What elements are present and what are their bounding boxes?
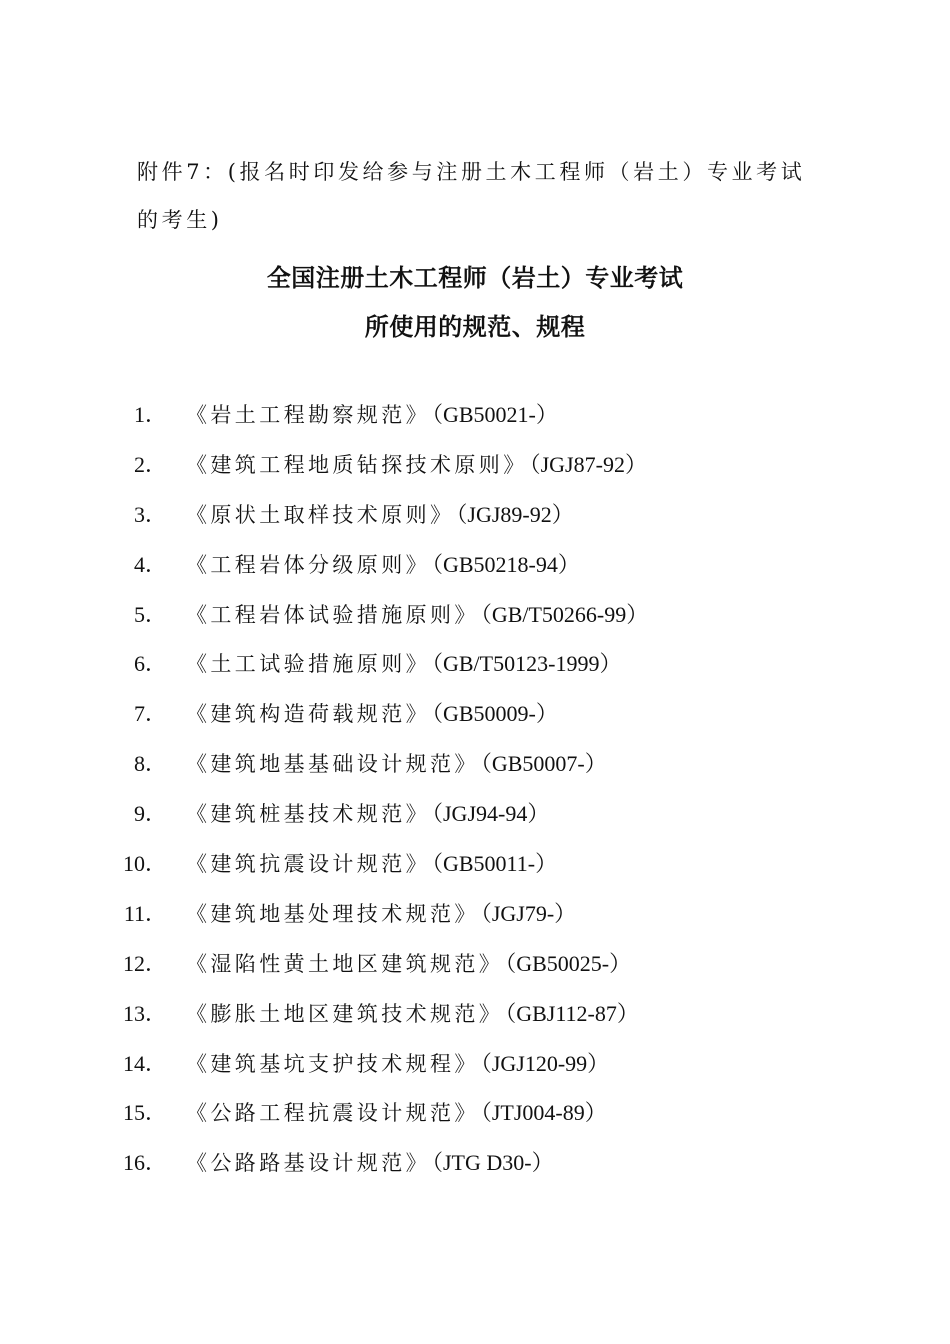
standard-name: 《公路工程抗震设计规范》: [186, 1101, 479, 1126]
standard-name: 《建筑地基处理技术规范》: [186, 901, 479, 926]
item-number: 9．: [133, 801, 167, 827]
standard-code: （GB50011-）: [432, 851, 558, 877]
item-number: 5．: [133, 601, 167, 627]
standard-title: [186, 547, 580, 583]
standard-name: 《膨胀土地区建筑技术规范》: [186, 1001, 504, 1026]
standard-title: [186, 896, 576, 932]
item-number: 15．: [122, 1100, 167, 1126]
standard-code: （GB50007-）: [480, 751, 607, 777]
standard-name: 《工程岩体试验措施原则》: [186, 602, 479, 627]
standard-code: （JTJ004-89）: [480, 1100, 607, 1126]
standard-title: [186, 1145, 554, 1181]
standard-name: 《建筑工程地质钻探技术原则》: [186, 452, 528, 477]
standard-title: [186, 597, 648, 633]
standard-title: [186, 746, 607, 782]
item-number: 11．: [123, 900, 167, 926]
list-item: [0, 447, 950, 497]
list-item: [0, 896, 950, 946]
standard-name: 《建筑基坑支护技术规程》: [186, 1051, 479, 1076]
list-item: [0, 1046, 950, 1096]
standard-title: [186, 646, 621, 682]
list-item: [0, 547, 950, 597]
standard-name: 《岩土工程勘察规范》: [186, 403, 430, 427]
item-number: 4．: [133, 551, 167, 577]
item-number: 3．: [133, 501, 167, 527]
standard-code: （GB50218-94）: [432, 551, 580, 577]
list-item: [0, 1095, 950, 1145]
standards-list: [0, 397, 950, 1195]
standard-title: [186, 447, 647, 483]
attachment-note: 附件7：(报名时印发给参与注册土木工程师（岩土）专业考试的考生): [137, 160, 806, 232]
standard-title: [186, 1095, 607, 1131]
list-item: [0, 996, 950, 1046]
list-item: [0, 497, 950, 547]
standard-name: 《建筑抗震设计规范》: [186, 852, 430, 877]
item-number: 8．: [133, 751, 167, 777]
list-item: [0, 646, 950, 696]
standard-code: （JGJ79-）: [480, 900, 577, 926]
item-number: 7．: [133, 701, 167, 727]
list-item: [0, 746, 950, 796]
document-title-line-1: 全国注册土木工程师（岩土）专业考试: [266, 264, 684, 292]
standard-title: [186, 946, 631, 982]
item-number: 12．: [122, 950, 167, 976]
list-item: [0, 796, 950, 846]
list-item: [0, 397, 950, 447]
standard-code: （GB50021-）: [432, 402, 558, 427]
list-item: [0, 597, 950, 647]
standard-code: （GBJ112-87）: [505, 1000, 639, 1026]
standard-code: （JGJ120-99）: [480, 1050, 610, 1076]
standard-title: [186, 497, 574, 533]
list-item: [0, 696, 950, 746]
standard-name: 《建筑地基基础设计规范》: [186, 752, 479, 777]
standard-code: （JGJ89-92）: [456, 501, 574, 527]
item-number: 14．: [122, 1050, 167, 1076]
item-number: 6．: [133, 651, 167, 677]
standard-title: [186, 1046, 609, 1082]
standard-code: （JGJ94-94）: [432, 801, 550, 827]
standard-name: 《工程岩体分级原则》: [186, 552, 430, 577]
list-item: [0, 846, 950, 896]
standard-name: 《公路路基设计规范》: [186, 1151, 430, 1176]
standard-code: （JGJ87-92）: [529, 451, 647, 477]
item-number: 13．: [122, 1000, 167, 1026]
item-number: 16．: [122, 1150, 167, 1176]
list-item: [0, 946, 950, 996]
standard-title: [186, 996, 639, 1032]
standard-name: 《湿陷性黄土地区建筑规范》: [186, 951, 504, 976]
standard-name: 《建筑桩基技术规范》: [186, 802, 430, 827]
standard-code: （GB50009-）: [432, 701, 558, 727]
standard-title: [186, 796, 549, 832]
standard-code: （GB/T50123-1999）: [432, 651, 622, 677]
standard-code: （JTG D30-）: [432, 1150, 554, 1176]
standard-title: [186, 846, 557, 882]
standard-name: 《土工试验措施原则》: [186, 652, 430, 677]
standard-title: [186, 696, 558, 732]
document-title-line-2: 所使用的规范、规程: [364, 313, 586, 341]
standard-code: （GB50025-）: [505, 950, 632, 976]
list-item: [0, 1145, 950, 1195]
item-number: 1．: [133, 402, 167, 427]
standard-name: 《建筑构造荷载规范》: [186, 702, 430, 727]
standard-name: 《原状土取样技术原则》: [186, 502, 455, 527]
standard-code: （GB/T50266-99）: [480, 601, 649, 627]
item-number: 10．: [122, 851, 167, 877]
standard-title: [186, 397, 558, 433]
item-number: 2．: [133, 451, 167, 477]
